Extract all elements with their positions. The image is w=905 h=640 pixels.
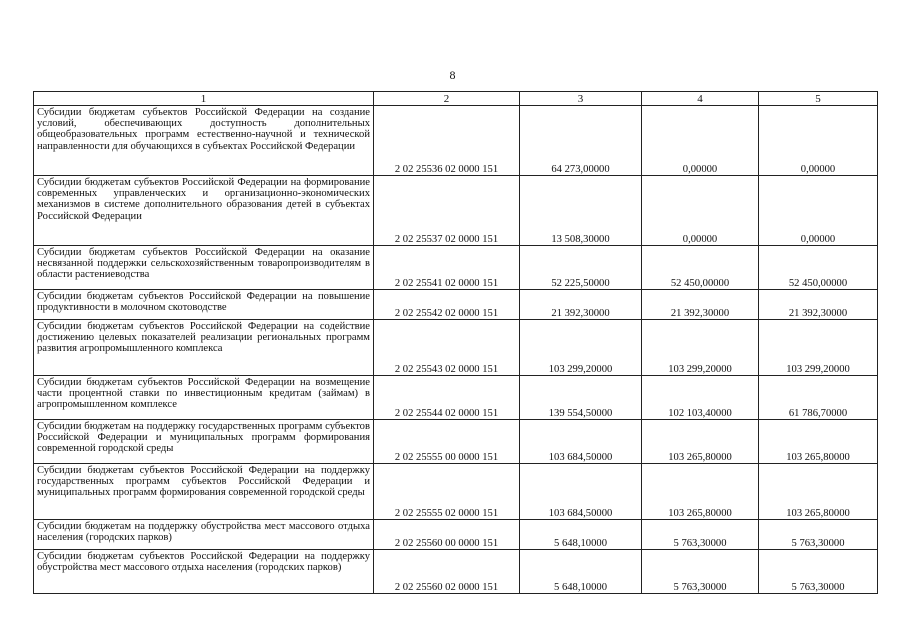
row-budget-code: 2 02 25541 02 0000 151 [374,246,520,290]
row-value-col4: 0,00000 [642,106,759,176]
row-value-col3: 5 648,10000 [520,550,642,594]
row-budget-code: 2 02 25555 00 0000 151 [374,420,520,464]
table-row [34,320,878,376]
row-value-col4: 103 299,20000 [642,320,759,376]
row-value-col3: 103 684,50000 [520,464,642,520]
row-value-col5: 0,00000 [759,176,878,246]
row-value-col4: 102 103,40000 [642,376,759,420]
column-header-2: 2 [374,92,520,106]
table-row [34,246,878,290]
row-value-col5: 103 265,80000 [759,420,878,464]
row-description: Субсидии бюджетам субъектов Российской Федерации на содействие достижению целевых показателей реализации региональных программ развития агропромышленного комплекса [34,320,374,376]
row-value-col5: 21 392,30000 [759,290,878,320]
row-description: Субсидии бюджетам субъектов Российской Федерации на оказание несвязанной поддержки сельскохозяйственным товаропроизводителям в области растениеводства [34,246,374,290]
row-value-col3: 139 554,50000 [520,376,642,420]
row-value-col3: 21 392,30000 [520,290,642,320]
row-value-col4: 21 392,30000 [642,290,759,320]
row-value-col3: 52 225,50000 [520,246,642,290]
row-value-col3: 13 508,30000 [520,176,642,246]
row-budget-code: 2 02 25560 02 0000 151 [374,550,520,594]
row-value-col5: 103 299,20000 [759,320,878,376]
row-value-col3: 64 273,00000 [520,106,642,176]
row-value-col4: 0,00000 [642,176,759,246]
table-row [34,520,878,550]
row-value-col4: 103 265,80000 [642,420,759,464]
row-value-col5: 103 265,80000 [759,464,878,520]
row-description: Субсидии бюджетам субъектов Российской Федерации на поддержку обустройства мест массового отдыха населения (городских парков) [34,550,374,594]
column-header-1: 1 [34,92,374,106]
row-budget-code: 2 02 25537 02 0000 151 [374,176,520,246]
row-description: Субсидии бюджетам субъектов Российской Федерации на формирование современных управленческих и организационно-экономических механизмов в системе дополнительного образования детей в субъектах Российской Федерации [34,176,374,246]
table-row [34,176,878,246]
row-budget-code: 2 02 25543 02 0000 151 [374,320,520,376]
row-value-col3: 5 648,10000 [520,520,642,550]
row-value-col4: 5 763,30000 [642,520,759,550]
row-value-col5: 5 763,30000 [759,550,878,594]
row-budget-code: 2 02 25555 02 0000 151 [374,464,520,520]
row-description: Субсидии бюджетам субъектов Российской Федерации на поддержку государственных программ субъектов Российской Федерации и муниципальных программ формирования современной городской среды [34,464,374,520]
row-budget-code: 2 02 25560 00 0000 151 [374,520,520,550]
row-description: Субсидии бюджетам на поддержку обустройства мест массового отдыха населения (городских парков) [34,520,374,550]
budget-revenue-table [33,91,878,594]
row-value-col5: 5 763,30000 [759,520,878,550]
table-row [34,290,878,320]
row-value-col5: 0,00000 [759,106,878,176]
row-budget-code: 2 02 25542 02 0000 151 [374,290,520,320]
row-budget-code: 2 02 25544 02 0000 151 [374,376,520,420]
table-row [34,376,878,420]
row-value-col4: 103 265,80000 [642,464,759,520]
column-header-4: 4 [642,92,759,106]
table-header-row [34,92,878,106]
row-description: Субсидии бюджетам субъектов Российской Федерации на возмещение части процентной ставки по инвестиционным кредитам (займам) в агропромышленном комплексе [34,376,374,420]
row-value-col5: 52 450,00000 [759,246,878,290]
column-header-5: 5 [759,92,878,106]
page-number: 8 [449,68,456,82]
table-row [34,464,878,520]
row-value-col5: 61 786,70000 [759,376,878,420]
row-description: Субсидии бюджетам на поддержку государственных программ субъектов Российской Федерации и муниципальных программ формирования современной городской среды [34,420,374,464]
table-row [34,550,878,594]
row-value-col3: 103 684,50000 [520,420,642,464]
row-budget-code: 2 02 25536 02 0000 151 [374,106,520,176]
row-value-col3: 103 299,20000 [520,320,642,376]
table-row [34,420,878,464]
row-value-col4: 52 450,00000 [642,246,759,290]
row-description: Субсидии бюджетам субъектов Российской Федерации на создание условий, обеспечивающих доступность дополнительных общеобразовательных программ естественно-научной и технической направленности для обучающихся в субъектах Российской Федерации [34,106,374,176]
table-row [34,106,878,176]
row-description: Субсидии бюджетам субъектов Российской Федерации на повышение продуктивности в молочном скотоводстве [34,290,374,320]
row-value-col4: 5 763,30000 [642,550,759,594]
column-header-3: 3 [520,92,642,106]
